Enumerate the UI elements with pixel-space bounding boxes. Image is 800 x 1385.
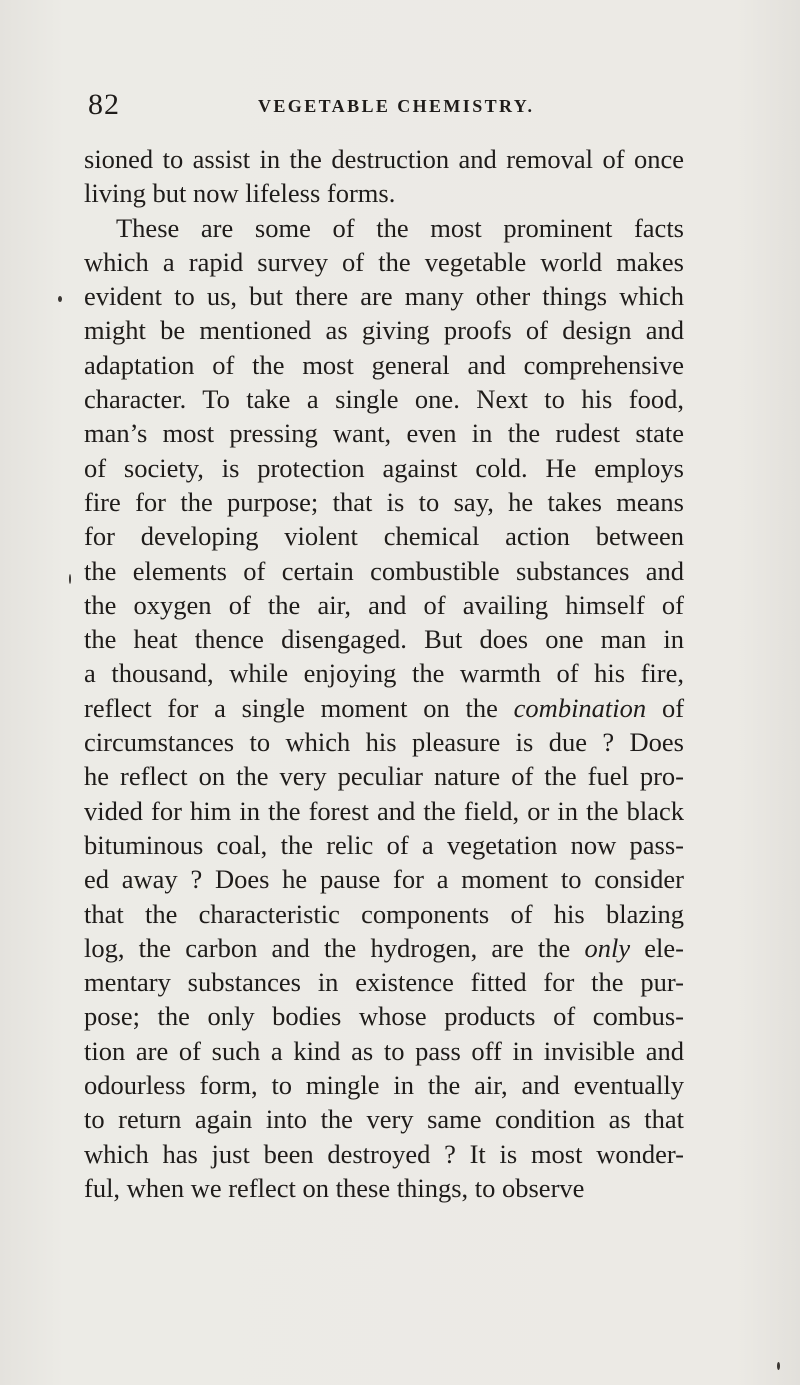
text-line: tion are of such a kind as to pass off in invisible and bbox=[84, 1035, 684, 1066]
text-line: ful, when we reflect on these things, to observe bbox=[84, 1172, 585, 1203]
ink-speck bbox=[58, 296, 62, 302]
text-line: might be mentioned as giving proofs of design and bbox=[84, 315, 684, 346]
text-line: of society, is protection against cold. He employs bbox=[84, 452, 684, 483]
text-line: ed away ? Does he pause for a moment to consider bbox=[84, 864, 684, 895]
text-line: bituminous coal, the relic of a vegetation now pass- bbox=[84, 829, 684, 860]
text-line-with-italic bbox=[84, 691, 684, 725]
text-line: the heat thence disengaged. But does one man in bbox=[84, 624, 684, 655]
text-line: fire for the purpose; that is to say, he takes means bbox=[84, 486, 684, 517]
text-line: character. To take a single one. Next to his food, bbox=[84, 384, 684, 415]
text-line: circumstances to which his pleasure is due ? Does bbox=[84, 727, 684, 758]
text-line: man’s most pressing want, even in the rudest state bbox=[84, 418, 684, 449]
italic-word: combination bbox=[513, 692, 647, 723]
ink-speck bbox=[777, 1362, 780, 1370]
text-line: that the characteristic components of his blazing bbox=[84, 898, 684, 929]
running-title: VEGETABLE CHEMISTRY. bbox=[258, 96, 535, 116]
text-fragment: of bbox=[661, 692, 685, 723]
text-fragment: reflect for a single moment on the bbox=[84, 692, 498, 723]
text-fragment: ele- bbox=[644, 932, 685, 963]
text-line-with-italic bbox=[84, 931, 684, 965]
text-line: he reflect on the very peculiar nature of the fuel pro- bbox=[84, 761, 684, 792]
text-line: which a rapid survey of the vegetable world makes bbox=[84, 246, 684, 277]
text-line: mentary substances in existence fitted for the pur- bbox=[84, 967, 684, 998]
text-line: for developing violent chemical action between bbox=[84, 521, 684, 552]
text-line: the oxygen of the air, and of availing himself of bbox=[84, 589, 684, 620]
text-line: the elements of certain combustible substances and bbox=[84, 555, 684, 586]
text-line: odourless form, to mingle in the air, and eventually bbox=[84, 1070, 684, 1101]
italic-word: only bbox=[584, 932, 631, 963]
text-line: living but now lifeless forms. bbox=[84, 178, 396, 209]
text-line: These are some of the most prominent facts bbox=[116, 212, 684, 243]
text-line: pose; the only bodies whose products of combus- bbox=[84, 1001, 684, 1032]
text-line: a thousand, while enjoying the warmth of his fire, bbox=[84, 658, 684, 689]
text-line: sioned to assist in the destruction and removal of once bbox=[84, 144, 684, 174]
body-text bbox=[84, 142, 684, 1205]
text-line: to return again into the very same condition as that bbox=[84, 1104, 684, 1135]
ink-speck bbox=[69, 574, 71, 584]
text-line: vided for him in the forest and the field, or in the black bbox=[84, 795, 684, 826]
text-line: which has just been destroyed ? It is most wonder- bbox=[84, 1138, 684, 1169]
page-number: 82 bbox=[88, 88, 120, 121]
text-fragment: log, the carbon and the hydrogen, are the bbox=[84, 932, 571, 963]
page-header bbox=[88, 88, 748, 122]
text-line: evident to us, but there are many other things which bbox=[84, 281, 684, 312]
text-line: adaptation of the most general and comprehensive bbox=[84, 349, 684, 380]
